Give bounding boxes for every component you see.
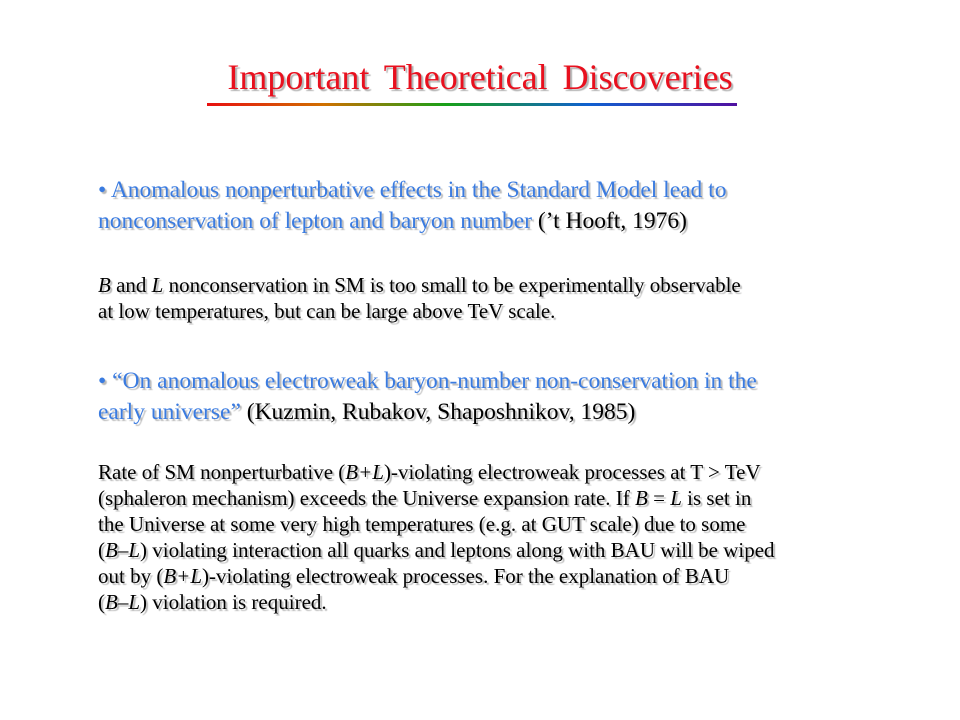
bullet-krs-line2: early universe” bbox=[98, 399, 241, 425]
slide-title: Important Theoretical Discoveries bbox=[227, 57, 733, 97]
note-line1: nonconservation in SM is too small to be experimentally observable bbox=[163, 273, 741, 297]
symbol-b-plus-l: B+L bbox=[345, 460, 384, 484]
bullet-krs bbox=[98, 366, 898, 428]
sph-l2a: (sphaleron mechanism) exceeds the Universe expansion rate. If bbox=[98, 486, 636, 510]
sph-l4a: ( bbox=[98, 538, 105, 562]
symbol-b-minus-l: B–L bbox=[105, 590, 141, 614]
citation-krs: (Kuzmin, Rubakov, Shaposhnikov, 1985) bbox=[240, 399, 636, 425]
symbol-b-plus-l: B+L bbox=[163, 564, 203, 588]
title-underline bbox=[207, 103, 737, 106]
bullet-krs-line1: “On anomalous electroweak baryon-number non-conservation in the bbox=[112, 368, 757, 394]
citation-thooft: (’t Hooft, 1976) bbox=[531, 208, 687, 234]
sph-l2c: = bbox=[647, 486, 671, 510]
text-and: and bbox=[110, 273, 152, 297]
sph-l5a: out by ( bbox=[98, 564, 164, 588]
bullet-thooft-line1: Anomalous nonperturbative effects in the Standard Model lead to bbox=[110, 177, 727, 203]
bullet-marker: • bbox=[98, 368, 107, 394]
note-line2: at low temperatures, but can be large above TeV scale. bbox=[98, 299, 556, 323]
sph-l4b: ) violating interaction all quarks and leptons along with BAU will be wiped bbox=[140, 538, 775, 562]
note-sphaleron bbox=[98, 459, 898, 615]
sph-l6a: ( bbox=[98, 590, 105, 614]
symbol-b-minus-l: B–L bbox=[105, 538, 141, 562]
bullet-thooft bbox=[98, 175, 898, 237]
symbol-b: B bbox=[635, 486, 648, 510]
sph-l5b: )-violating electroweak processes. For the explanation of BAU bbox=[202, 564, 730, 588]
bullet-marker: • bbox=[98, 177, 107, 203]
bullet-thooft-line2: nonconservation of lepton and baryon number bbox=[98, 208, 532, 234]
sph-l1b: )-violating electroweak processes at T > TeV bbox=[383, 460, 761, 484]
sph-l3: the Universe at some very high temperatures (e.g. at GUT scale) due to some bbox=[98, 512, 746, 536]
sph-l6b: ) violation is required. bbox=[140, 590, 327, 614]
sph-l1a: Rate of SM nonperturbative ( bbox=[98, 460, 346, 484]
symbol-l: L bbox=[151, 273, 164, 297]
note-bl-nonconservation bbox=[98, 272, 898, 324]
symbol-l: L bbox=[670, 486, 682, 510]
symbol-b: B bbox=[98, 273, 111, 297]
sph-l2e: is set in bbox=[681, 486, 752, 510]
